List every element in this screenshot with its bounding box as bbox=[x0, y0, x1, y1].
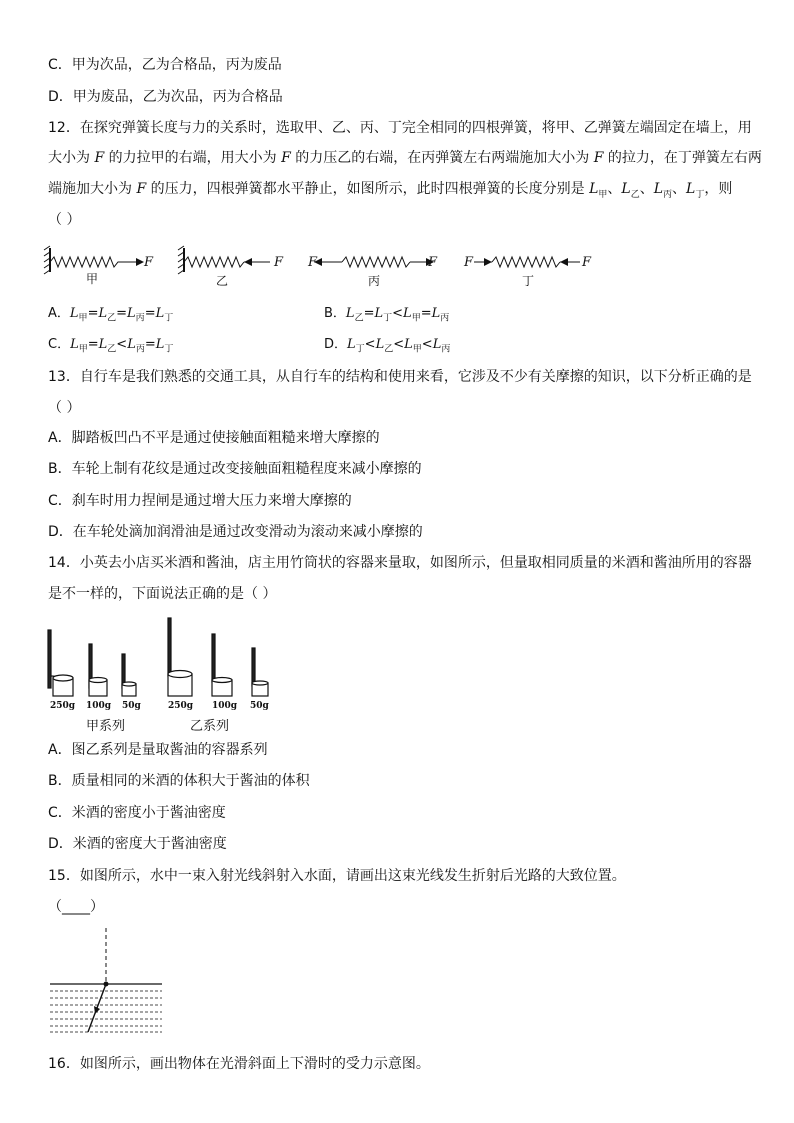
q14-series-label-yi: 乙系列 bbox=[190, 719, 230, 734]
q15-stem: 15．如图所示，水中一束入射光线斜射入水面，请画出这束光线发生折射后光路的大致位置。 bbox=[48, 868, 626, 884]
q13-option-a: A．脚踏板凹凸不平是通过使接触面粗糙来增大摩擦的 bbox=[48, 430, 380, 446]
q12-force-label-bing-left: F bbox=[308, 255, 318, 270]
q12-force-label-ding-left: F bbox=[464, 255, 474, 270]
q14-option-b: B．质量相同的米酒的体积大于酱油的体积 bbox=[48, 773, 310, 789]
q12-option-c: C．$L_甲=L_乙<L_丙=L_丁$ bbox=[48, 337, 174, 355]
q15-answer-blank: （____） bbox=[48, 899, 104, 915]
q14-stem-line2: 是不一样的，下面说法正确的是（ ） bbox=[48, 586, 277, 602]
q12-answer-paren: （ ） bbox=[48, 212, 81, 228]
q14-mass-label-yi-100: 100g bbox=[212, 701, 238, 711]
q11-option-d: D．甲为废品，乙为次品，丙为合格品 bbox=[48, 89, 283, 105]
q14-mass-label-jia-50: 50g bbox=[122, 701, 141, 711]
q12-spring-label-ding: 丁 bbox=[522, 274, 535, 288]
q13-option-d: D．在车轮处滴加润滑油是通过改变滑动为滚动来减小摩擦的 bbox=[48, 524, 423, 540]
q15-refraction-figure bbox=[50, 928, 170, 1038]
q14-mass-label-yi-50: 50g bbox=[250, 701, 269, 711]
q14-mass-label-jia-250: 250g bbox=[50, 701, 76, 711]
q12-option-d: D．$L_丁<L_乙<L_甲<L_丙$ bbox=[324, 337, 451, 355]
q12-option-b: B．$L_乙=L_丁<L_甲=L_丙$ bbox=[324, 306, 450, 324]
q12-force-label-bing-right: F bbox=[428, 255, 438, 270]
q14-series-label-jia: 甲系列 bbox=[86, 719, 126, 734]
q14-option-a: A．图乙系列是量取酱油的容器系列 bbox=[48, 742, 268, 758]
q13-option-b: B．车轮上制有花纹是通过改变接触面粗糙程度来减小摩擦的 bbox=[48, 461, 422, 477]
q14-stem-line1: 14．小英去小店买米酒和酱油，店主用竹筒状的容器来量取，如图所示，但量取相同质量的米酒和酱油所用的容器 bbox=[48, 555, 752, 571]
q12-force-label-yi: F bbox=[274, 255, 284, 270]
q13-option-c: C．刹车时用力捏闸是通过增大压力来增大摩擦的 bbox=[48, 493, 352, 509]
q14-option-c: C．米酒的密度小于酱油密度 bbox=[48, 805, 226, 821]
q11-option-c: C．甲为次品，乙为合格品，丙为废品 bbox=[48, 57, 282, 73]
q14-mass-label-yi-250: 250g bbox=[168, 701, 194, 711]
q12-force-label-jia: F bbox=[144, 255, 154, 270]
q12-spring-label-bing: 丙 bbox=[368, 274, 381, 288]
q12-force-label-ding-right: F bbox=[582, 255, 592, 270]
q14-option-d: D．米酒的密度大于酱油密度 bbox=[48, 836, 227, 852]
q12-stem-line3: 端施加大小为 F 的压力，四根弹簧都水平静止，如图所示，此时四根弹簧的长度分别是 $L_甲$、$L_乙$、$L_丙$、$L_丁$，则 bbox=[48, 181, 733, 200]
q13-stem: 13．自行车是我们熟悉的交通工具，从自行车的结构和使用来看，它涉及不少有关摩擦的知识，以下分析正确的是 bbox=[48, 369, 752, 385]
q12-spring-label-jia: 甲 bbox=[86, 272, 99, 286]
q14-container-figure bbox=[46, 618, 286, 698]
q12-option-a: A．$L_甲=L_乙=L_丙=L_丁$ bbox=[48, 306, 174, 324]
q14-mass-label-jia-100: 100g bbox=[86, 701, 112, 711]
q13-answer-paren: （ ） bbox=[48, 400, 81, 416]
q16-stem: 16．如图所示，画出物体在光滑斜面上下滑时的受力示意图。 bbox=[48, 1056, 430, 1072]
q12-spring-figure bbox=[44, 248, 604, 288]
q12-spring-label-yi: 乙 bbox=[216, 274, 229, 288]
q12-stem-line1: 12．在探究弹簧长度与力的关系时，选取甲、乙、丙、丁完全相同的四根弹簧，将甲、乙弹簧左端固定在墙上，用 bbox=[48, 120, 752, 136]
q12-stem-line2: 大小为 F 的力拉甲的右端，用大小为 F 的力压乙的右端，在丙弹簧左右两端施加大小为 F 的拉力，在丁弹簧左右两 bbox=[48, 150, 762, 166]
